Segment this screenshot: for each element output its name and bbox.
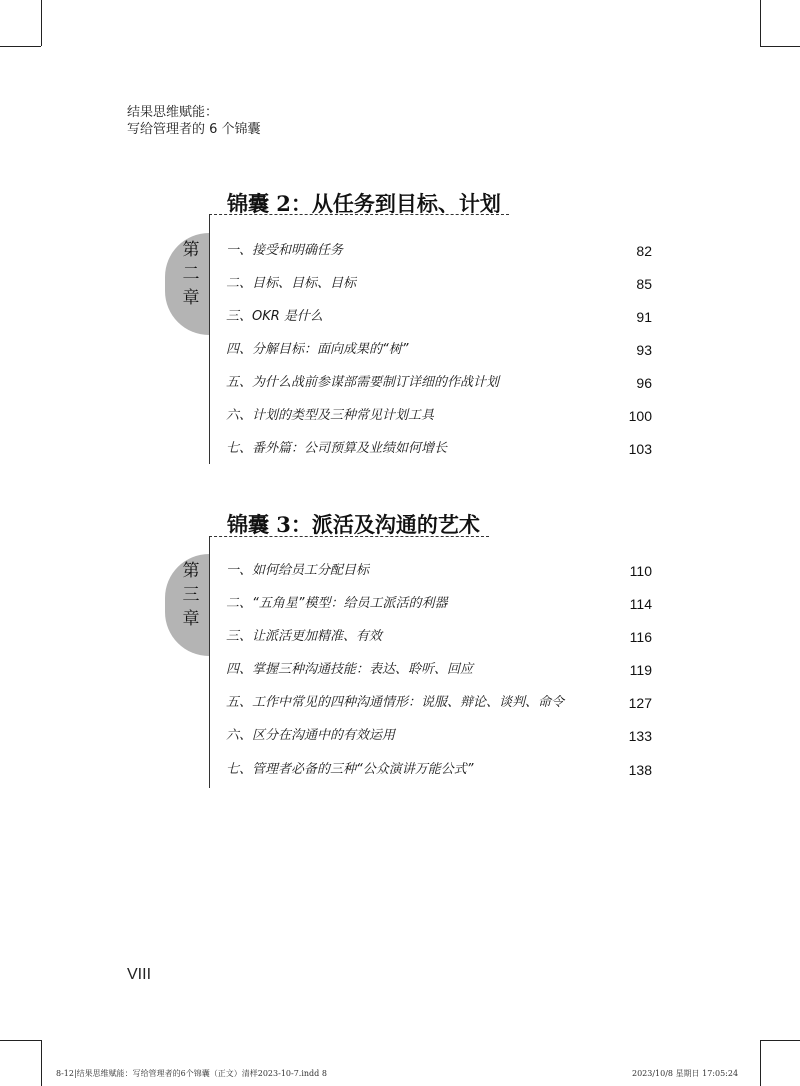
toc-entry-page: 133 — [628, 728, 652, 744]
chapter-char: 第 — [182, 561, 200, 581]
toc-entry[interactable] — [226, 406, 652, 426]
toc-entry-page: 114 — [629, 596, 652, 612]
toc-entry-label: 四、掌握三种沟通技能：表达、聆听、回应 — [226, 662, 474, 677]
chapter-char: 二 — [182, 264, 200, 284]
title-rule — [209, 536, 489, 537]
crop-mark — [41, 1040, 42, 1086]
toc-entry-page: 138 — [628, 762, 652, 778]
toc-entry-page: 96 — [636, 375, 652, 391]
chapter-tab — [165, 233, 209, 335]
running-head-line1: 结果思维赋能： — [127, 105, 219, 120]
running-head-line2: 写给管理者的 6 个锦囊 — [127, 122, 261, 137]
toc-entry-label: 一、接受和明确任务 — [226, 243, 344, 258]
toc-entry[interactable] — [226, 693, 652, 713]
toc-entry-page: 85 — [636, 276, 652, 292]
toc-entry[interactable] — [226, 307, 652, 327]
toc-entry-page: 93 — [636, 342, 652, 358]
toc-entry-label: 五、为什么战前参谋部需要制订详细的作战计划 — [226, 375, 500, 390]
toc-entry-page: 119 — [629, 662, 652, 678]
section-title: 锦囊 2：从任务到目标、计划 — [227, 191, 501, 216]
toc-entry-page: 127 — [628, 695, 652, 711]
crop-mark — [760, 1040, 800, 1041]
running-head — [127, 104, 261, 138]
toc-entry[interactable] — [226, 660, 652, 680]
print-slug-timestamp: 2023/10/8 星期日 17:05:24 — [632, 1069, 739, 1078]
toc-entry-label: 三、让派活更加精准、有效 — [226, 629, 383, 644]
chapter-char: 第 — [182, 240, 200, 260]
toc-entry[interactable] — [226, 439, 652, 459]
crop-mark — [760, 1040, 761, 1086]
toc-entry-label: 七、管理者必备的三种“公众演讲万能公式” — [226, 762, 474, 777]
toc-entry[interactable] — [226, 241, 652, 261]
crop-mark — [760, 0, 761, 46]
toc-entry[interactable] — [226, 340, 652, 360]
toc-entry[interactable] — [226, 760, 652, 780]
title-rule — [209, 214, 509, 215]
toc-entry-page: 103 — [628, 441, 652, 457]
toc-entry-label: 三、OKR 是什么 — [226, 309, 323, 324]
toc-entry-label: 一、如何给员工分配目标 — [226, 563, 370, 578]
toc-entry[interactable] — [226, 627, 652, 647]
toc-entry-label: 六、区分在沟通中的有效运用 — [226, 728, 396, 743]
crop-mark — [760, 46, 800, 47]
chapter-char: 三 — [182, 585, 200, 605]
toc-entry[interactable] — [226, 274, 652, 294]
toc-entry[interactable] — [226, 373, 652, 393]
toc-entry-label: 四、分解目标：面向成果的“树” — [226, 342, 409, 357]
toc-entry[interactable] — [226, 594, 652, 614]
chapter-tab — [165, 554, 209, 656]
toc-entry-page: 91 — [636, 309, 652, 325]
crop-mark — [0, 46, 41, 47]
toc-entry[interactable] — [226, 726, 652, 746]
print-slug-filename: 8-12|结果思维赋能：写给管理者的6个锦囊（正文）清样2023-10-7.indd 8 — [56, 1069, 327, 1078]
chapter-char: 章 — [182, 609, 200, 629]
toc-entry-label: 七、番外篇：公司预算及业绩如何增长 — [226, 441, 448, 456]
toc-entry[interactable] — [226, 561, 652, 581]
toc-entry-label: 五、工作中常见的四种沟通情形：说服、辩论、谈判、命令 — [226, 695, 565, 710]
chapter-char: 章 — [182, 288, 200, 308]
section-title: 锦囊 3：派活及沟通的艺术 — [227, 512, 480, 537]
toc-entry-label: 二、“五角星”模型：给员工派活的利器 — [226, 596, 448, 611]
toc-entry-page: 100 — [628, 408, 652, 424]
chapter-vertical-line — [209, 536, 210, 788]
crop-mark — [0, 1040, 41, 1041]
toc-entry-page: 116 — [629, 629, 652, 645]
toc-entry-label: 二、目标、目标、目标 — [226, 276, 357, 291]
page-folio: VIII — [127, 966, 152, 983]
toc-entry-page: 82 — [636, 243, 652, 259]
toc-entry-page: 110 — [629, 563, 652, 579]
chapter-vertical-line — [209, 214, 210, 464]
toc-entry-label: 六、计划的类型及三种常见计划工具 — [226, 408, 435, 423]
crop-mark — [41, 0, 42, 46]
